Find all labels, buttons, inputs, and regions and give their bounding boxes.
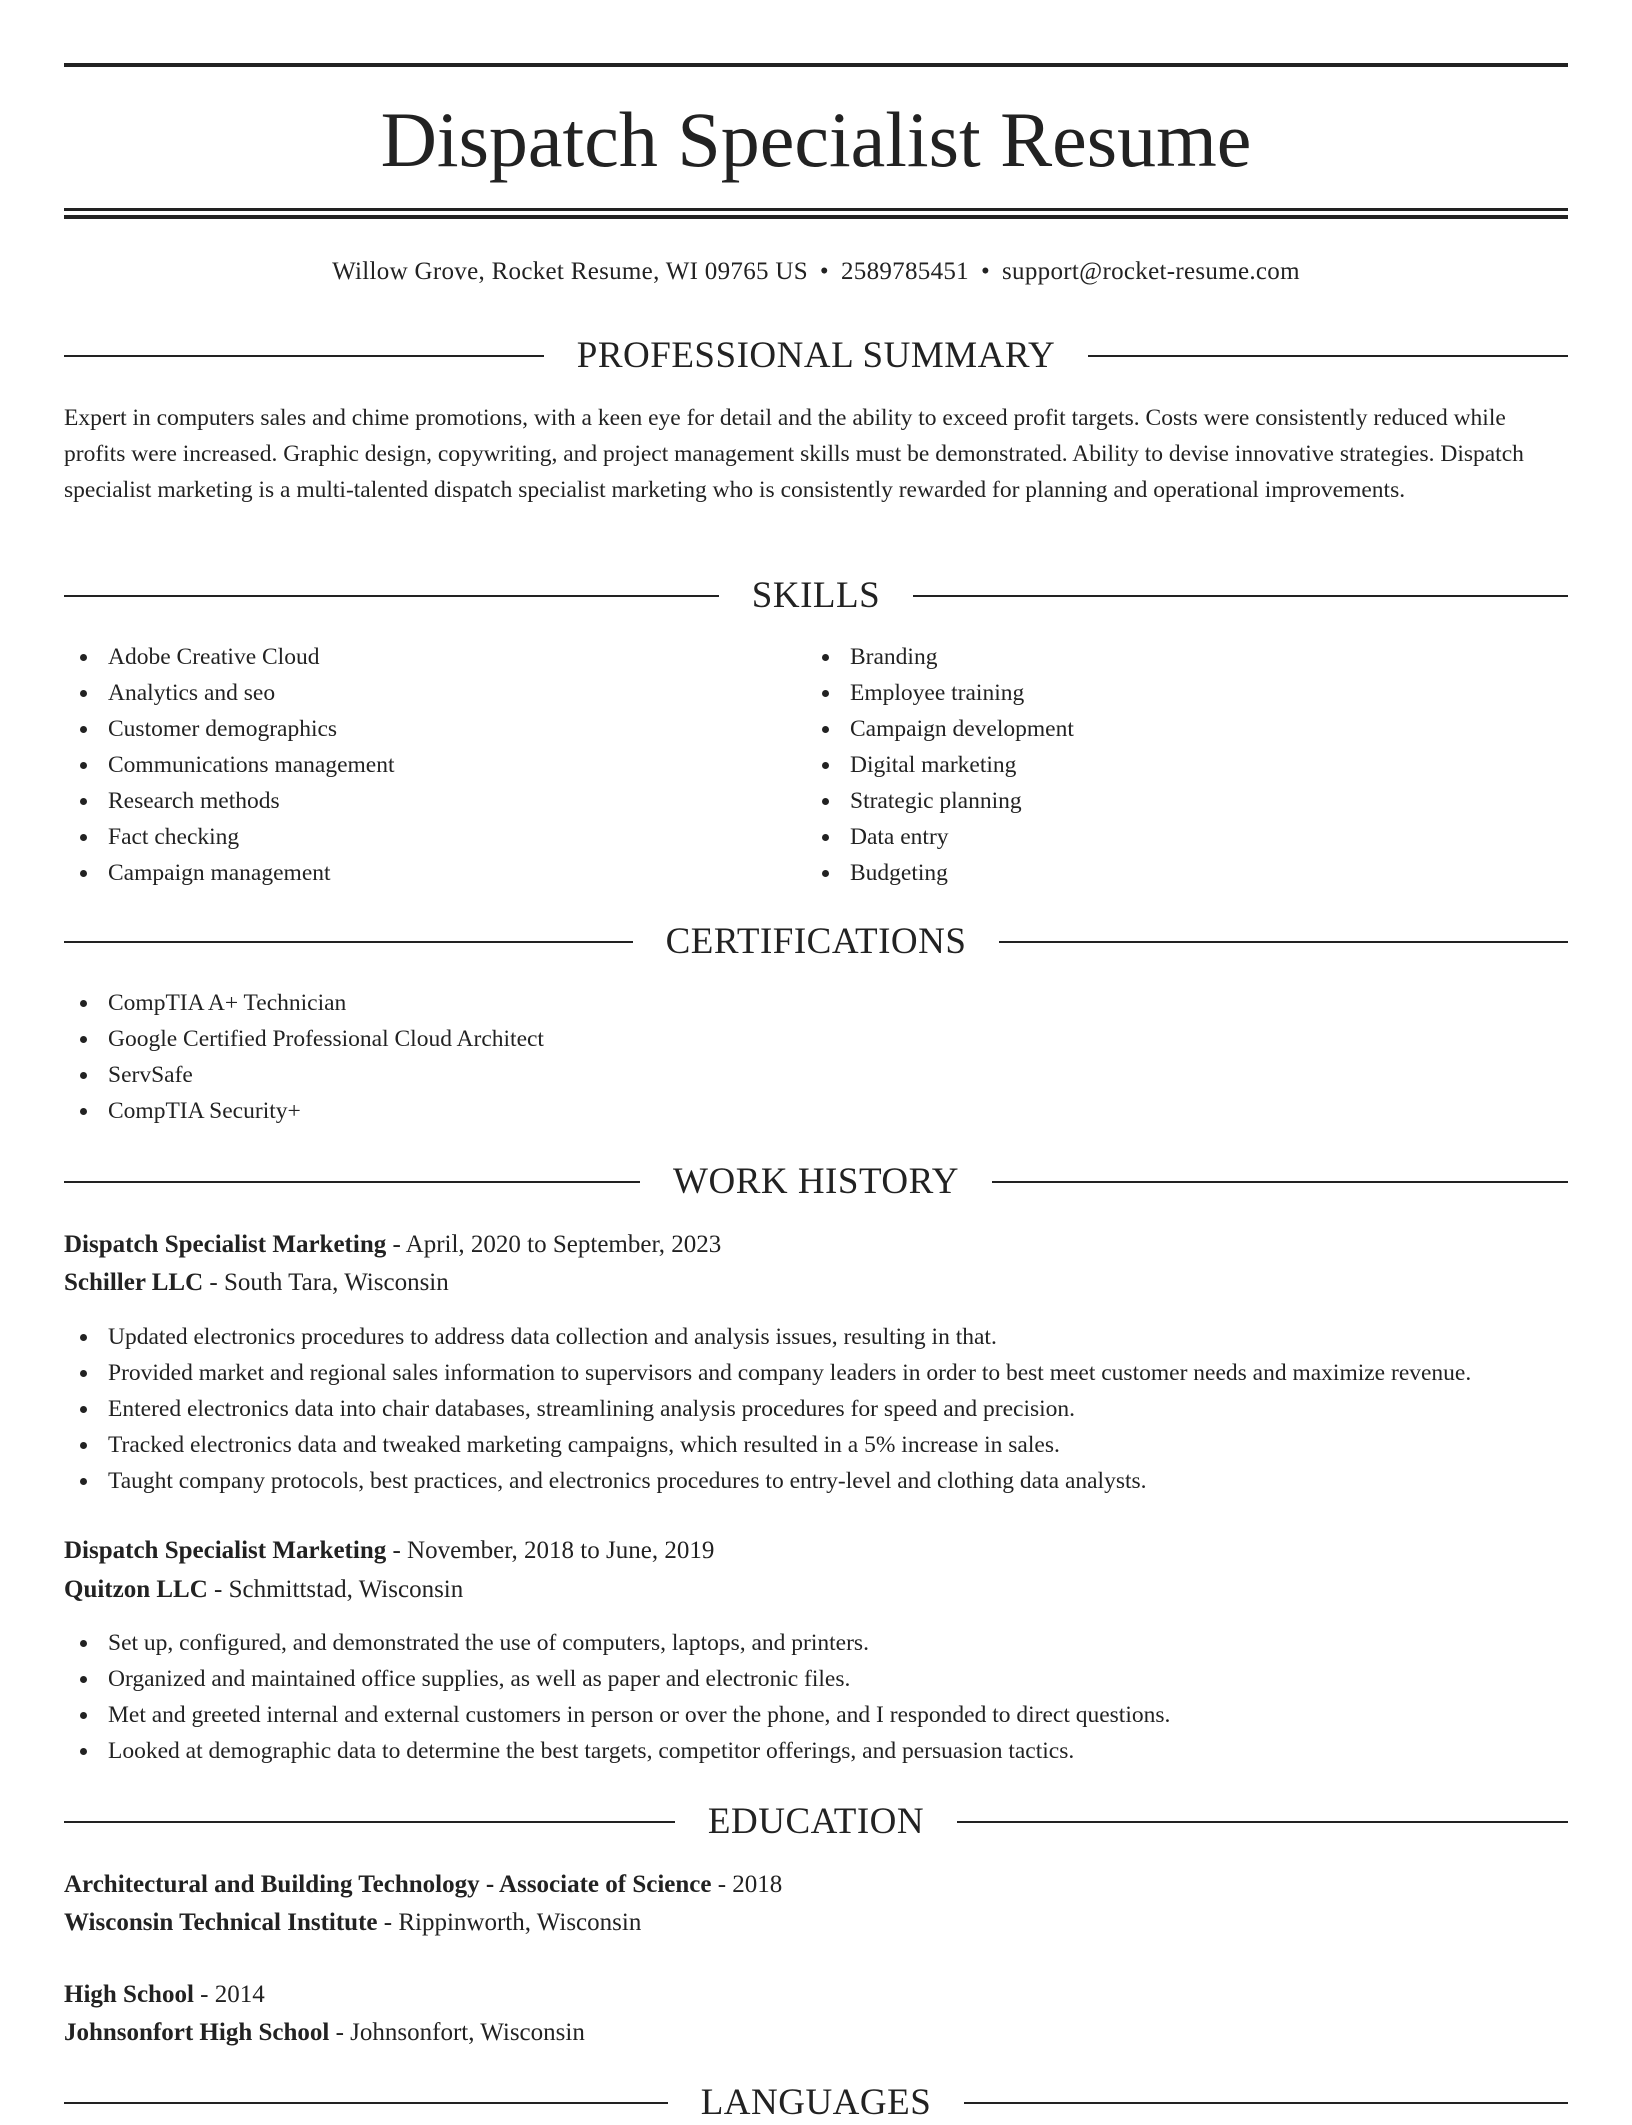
bullet-icon [80, 1370, 87, 1377]
job-title: Dispatch Specialist Marketing [64, 1537, 387, 1564]
skill-text: Adobe Creative Cloud [108, 644, 320, 670]
list-item [64, 747, 395, 783]
company-location: - Schmittstad, Wisconsin [207, 1576, 464, 1603]
certification-text: Google Certified Professional Cloud Architect [108, 1026, 544, 1052]
list-item [64, 639, 395, 675]
divider-line [64, 941, 633, 943]
bullet-icon [822, 654, 829, 661]
job-title: Dispatch Specialist Marketing [64, 1231, 387, 1258]
skill-text: Budgeting [850, 860, 948, 886]
skill-text: Communications management [108, 752, 395, 778]
bullet-icon [822, 870, 829, 877]
resume-title: Dispatch Specialist Resume [380, 96, 1252, 183]
divider-line [64, 2102, 668, 2104]
contact-email: support@rocket-resume.com [1002, 258, 1300, 285]
skill-text: Employee training [850, 680, 1025, 706]
bullet-icon [80, 798, 87, 805]
degree-name: Architectural and Building Technology - Associate of Science [64, 1871, 712, 1898]
job-company-line [64, 1571, 463, 1609]
duty-text: Updated electronics procedures to address data collection and analysis issues, resulting in that. [108, 1324, 997, 1350]
contact-address: Willow Grove, Rocket Resume, WI 09765 US [332, 258, 808, 285]
skill-text: Branding [850, 644, 938, 670]
skill-text: Campaign management [108, 860, 331, 886]
company-name: Quitzon LLC [64, 1576, 208, 1603]
list-item [806, 783, 1074, 819]
list-item [64, 1697, 1170, 1733]
divider-line [957, 1821, 1568, 1823]
bullet-icon [822, 690, 829, 697]
job-dates: - April, 2020 to September, 2023 [386, 1231, 722, 1258]
work-history-heading [64, 1160, 1568, 1204]
contact-phone: 2589785451 [840, 258, 969, 285]
list-item [806, 819, 1074, 855]
bullet-icon [822, 726, 829, 733]
section-title: CERTIFICATIONS [665, 921, 967, 962]
list-item [64, 1661, 1170, 1697]
list-item [64, 1625, 1170, 1661]
skill-text: Research methods [108, 788, 280, 814]
list-item [64, 1391, 1471, 1427]
duty-text: Set up, configured, and demonstrated the use of computers, laptops, and printers. [108, 1630, 869, 1656]
bullet-icon [80, 762, 87, 769]
certifications-heading [64, 920, 1568, 964]
degree-year: - 2014 [193, 1981, 265, 2008]
title-rule-lower [64, 215, 1568, 219]
list-item [64, 783, 395, 819]
certification-text: ServSafe [108, 1062, 193, 1088]
list-item [64, 1057, 544, 1093]
degree-year: - 2018 [711, 1871, 783, 1898]
section-title: LANGUAGES [700, 2082, 932, 2123]
bullet-icon [80, 1712, 87, 1719]
summary-heading [64, 334, 1568, 378]
divider-line [999, 941, 1568, 943]
bullet-icon [80, 654, 87, 661]
list-item [64, 855, 395, 891]
list-item [64, 1319, 1471, 1355]
list-item [64, 819, 395, 855]
list-item [64, 1355, 1471, 1391]
list-item [806, 675, 1074, 711]
contact-separator: • [980, 258, 991, 285]
top-rule [64, 63, 1568, 67]
skills-heading [64, 574, 1568, 618]
bullet-icon [822, 834, 829, 841]
bullet-icon [80, 1748, 87, 1755]
bullet-icon [80, 870, 87, 877]
divider-line [913, 595, 1568, 597]
list-item [64, 985, 544, 1021]
bullet-icon [80, 1676, 87, 1683]
contact-line [64, 255, 1568, 289]
education-degree-line [64, 1976, 265, 2014]
section-title: PROFESSIONAL SUMMARY [576, 335, 1056, 376]
summary-text: Expert in computers sales and chime promotions, with a keen eye for detail and the ability to exceed profit targets. Costs were consistently reduced while profits were increased. Graphic design, copywriting, and project management skills must be demonstrated. Ability to devise innovative strategies. Dispatch specialist marketing is a multi-talented dispatch specialist marketing who is consistently rewarded for planning and operational improvements. [64, 405, 1524, 503]
job-company-line [64, 1264, 449, 1302]
school-location: - Rippinworth, Wisconsin [377, 1909, 642, 1936]
school-name: Johnsonfort High School [64, 2019, 330, 2046]
education-school-line [64, 1904, 641, 1942]
duty-text: Provided market and regional sales information to supervisors and company leaders in order to best meet customer needs and maximize revenue. [108, 1360, 1472, 1386]
skills-list-left [64, 639, 395, 891]
degree-name: High School [64, 1981, 194, 2008]
title-rule-upper [64, 208, 1568, 211]
list-item [64, 1021, 544, 1057]
section-title: EDUCATION [707, 1801, 925, 1842]
bullet-icon [822, 798, 829, 805]
job-title-line [64, 1226, 721, 1264]
list-item [64, 1093, 544, 1129]
skill-text: Campaign development [850, 716, 1074, 742]
list-item [64, 711, 395, 747]
section-title: WORK HISTORY [673, 1161, 959, 1202]
skills-list-right [806, 639, 1074, 891]
skill-text: Analytics and seo [108, 680, 276, 706]
company-name: Schiller LLC [64, 1269, 204, 1296]
duty-text: Taught company protocols, best practices, and electronics procedures to entry-level and clothing data analysts. [108, 1468, 1147, 1494]
list-item [64, 1427, 1471, 1463]
divider-line [64, 1181, 640, 1183]
contact-separator: • [819, 258, 829, 285]
bullet-icon [80, 1000, 87, 1007]
company-location: - South Tara, Wisconsin [203, 1269, 449, 1296]
certifications-list [64, 985, 544, 1129]
bullet-icon [80, 1108, 87, 1115]
skill-text: Customer demographics [108, 716, 338, 742]
bullet-icon [80, 690, 87, 697]
divider-line [992, 1181, 1568, 1183]
divider-line [64, 595, 719, 597]
bullet-icon [80, 1442, 87, 1449]
job-dates: - November, 2018 to June, 2019 [386, 1537, 715, 1564]
bullet-icon [80, 1640, 87, 1647]
skill-text: Data entry [850, 824, 949, 850]
section-title: SKILLS [751, 575, 881, 616]
education-degree-line [64, 1866, 782, 1904]
job-title-line [64, 1532, 714, 1570]
languages-heading [64, 2081, 1568, 2125]
certification-text: CompTIA A+ Technician [108, 990, 347, 1016]
duty-text: Organized and maintained office supplies, as well as paper and electronic files. [108, 1666, 851, 1692]
bullet-icon [80, 726, 87, 733]
list-item [64, 1733, 1170, 1769]
bullet-icon [80, 834, 87, 841]
divider-line [1088, 355, 1568, 357]
education-school-line [64, 2014, 585, 2052]
divider-line [64, 1821, 675, 1823]
bullet-icon [80, 1406, 87, 1413]
duty-text: Entered electronics data into chair databases, streamlining analysis procedures for speed and precision. [108, 1396, 1076, 1422]
school-name: Wisconsin Technical Institute [64, 1909, 378, 1936]
list-item [806, 855, 1074, 891]
list-item [806, 747, 1074, 783]
list-item [806, 639, 1074, 675]
bullet-icon [822, 762, 829, 769]
job-bullets [64, 1319, 1471, 1499]
list-item [806, 711, 1074, 747]
skill-text: Fact checking [108, 824, 240, 850]
bullet-icon [80, 1478, 87, 1485]
skill-text: Digital marketing [850, 752, 1017, 778]
bullet-icon [80, 1072, 87, 1079]
duty-text: Looked at demographic data to determine the best targets, competitor offerings, and persuasion tactics. [108, 1738, 1075, 1764]
school-location: - Johnsonfort, Wisconsin [329, 2019, 585, 2046]
education-heading [64, 1800, 1568, 1844]
divider-line [964, 2102, 1568, 2104]
bullet-icon [80, 1334, 87, 1341]
list-item [64, 1463, 1471, 1499]
duty-text: Tracked electronics data and tweaked marketing campaigns, which resulted in a 5% increase in sales. [108, 1432, 1060, 1458]
duty-text: Met and greeted internal and external customers in person or over the phone, and I responded to direct questions. [108, 1702, 1171, 1728]
list-item [64, 675, 395, 711]
skill-text: Strategic planning [850, 788, 1022, 814]
divider-line [64, 355, 544, 357]
job-bullets [64, 1625, 1170, 1769]
bullet-icon [80, 1036, 87, 1043]
certification-text: CompTIA Security+ [108, 1098, 301, 1124]
